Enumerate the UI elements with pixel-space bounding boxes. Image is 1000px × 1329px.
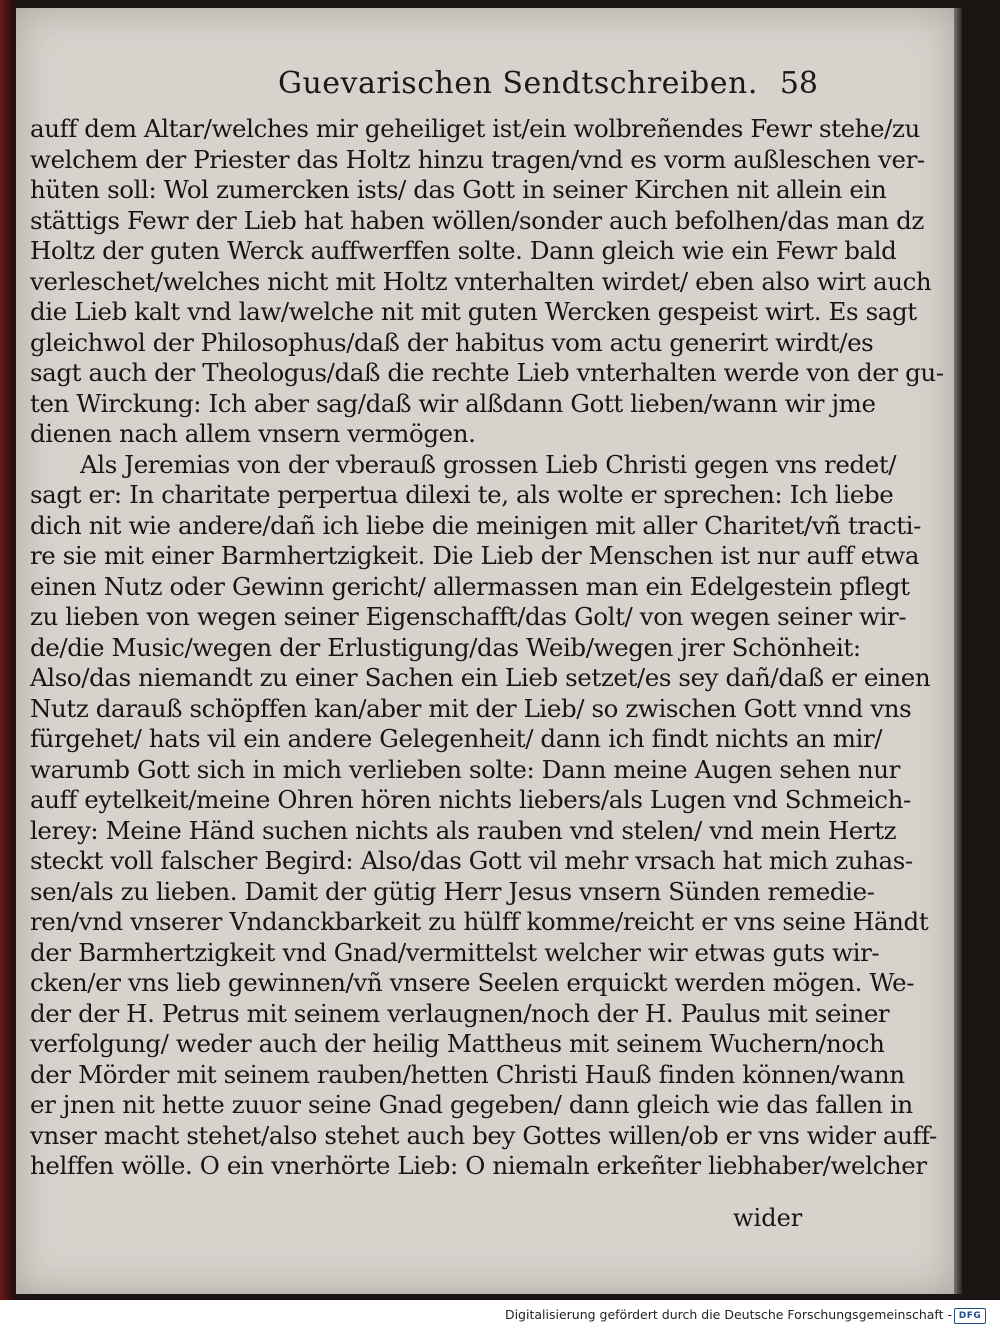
text-line: Holtz der guten Werck auffwerffen solte. Dann gleich wie ein Fewr bald xyxy=(30,236,897,265)
text-line: stättigs Fewr der Lieb hat haben wöllen/sonder auch befolhen/das man dz xyxy=(30,205,924,235)
text-line: verfolgung/ weder auch der heilig Mattheus mit seinem Wuchern/noch xyxy=(30,1029,885,1058)
page-edge-shadow xyxy=(954,8,962,1294)
text-line: warumb Gott sich in mich verlieben solte: Dann meine Augen sehen nur xyxy=(30,754,900,784)
text-line: zu lieben von wegen seiner Eigenschafft/das Golt/ von wegen seiner wir- xyxy=(30,602,907,631)
text-line: sagt er: In charitate perpertua dilexi te, als wolte er sprechen: Ich liebe xyxy=(30,480,894,509)
catchword: wider xyxy=(733,1204,803,1232)
text-line: sagt auch der Theologus/daß die rechte Lieb vnterhalten werde von der gu- xyxy=(30,358,944,387)
text-line: de/die Music/wegen der Erlustigung/das Weib/wegen jrer Schönheit: xyxy=(30,632,861,662)
text-line: welchem der Priester das Holtz hinzu tragen/vnd es vorm außleschen ver- xyxy=(30,144,925,174)
text-line: cken/er vns lieb gewinnen/vñ vnsere Seelen erquickt werden mögen. We- xyxy=(30,968,915,997)
text-line: Als Jeremias von der vberauß grossen Lieb Christi gegen vns redet/ xyxy=(80,449,897,479)
text-line: steckt voll falscher Begird: Also/das Gott vil mehr vrsach hat mich zuhas- xyxy=(30,846,913,875)
text-line: verleschet/welches nicht mit Holtz vnterhalten wirdet/ eben also wirt auch xyxy=(30,266,932,296)
text-line: re sie mit einer Barmhertzigkeit. Die Lieb der Menschen ist nur auff etwa xyxy=(30,541,920,570)
text-line: lerey: Meine Händ suchen nichts als rauben vnd stelen/ vnd mein Hertz xyxy=(30,815,897,845)
text-line: die Lieb kalt vnd law/welche nit mit guten Wercken gespeist wirt. Es sagt xyxy=(30,297,917,326)
text-line: gleichwol der Philosophus/daß der habitus vom actu generirt wirdt/es xyxy=(30,327,874,357)
text-line: sen/als zu lieben. Damit der gütig Herr Jesus vnsern Sünden remedie- xyxy=(30,876,875,906)
text-line: helffen wölle. O ein vnerhörte Lieb: O niemaln erkeñter liebhaber/welcher xyxy=(30,1151,927,1180)
text-line: vnser macht stehet/also stehet auch bey Gottes willen/ob er vns wider auff- xyxy=(30,1120,937,1150)
footer-bar xyxy=(0,1300,1000,1329)
text-line: einen Nutz oder Gewinn gericht/ allermassen man ein Edelgestein pflegt xyxy=(30,571,910,601)
text-line: auff dem Altar/welches mir geheiliget ist/ein wolbreñendes Fewr stehe/zu xyxy=(30,114,920,143)
text-line: der Barmhertzigkeit vnd Gnad/vermittelst welcher wir etwas guts wir- xyxy=(30,937,880,967)
text-line: Also/das niemandt zu einer Sachen ein Lieb setzet/es sey dañ/daß er einen xyxy=(30,663,931,692)
body-text xyxy=(30,114,944,1182)
text-line: der der H. Petrus mit seinem verlaugnen/noch der H. Paulus mit seiner xyxy=(30,998,890,1028)
text-line: ren/vnd vnserer Vndanckbarkeit zu hülff komme/reicht er vns seine Händt xyxy=(30,907,929,936)
page-header xyxy=(278,66,818,106)
text-line: auff eytelkeit/meine Ohren hören nichts liebers/als Lugen vnd Schmeich- xyxy=(30,785,911,814)
text-line: er jnen nit hette zuuor seine Gnad gegeben/ dann gleich wie das fallen in xyxy=(30,1090,913,1119)
text-line: hüten soll: Wol zumercken ists/ das Gott in seiner Kirchen nit allein ein xyxy=(30,175,887,204)
book-page xyxy=(16,8,954,1294)
footer-credit: Digitalisierung gefördert durch die Deutsche Forschungsgemeinschaft - xyxy=(504,1307,952,1322)
text-line: dich nit wie andere/dañ ich liebe die meinigen mit aller Charitet/vñ tracti- xyxy=(30,510,921,540)
running-head: Guevarischen Sendtschreiben. xyxy=(278,66,758,101)
text-line: fürgehet/ hats vil ein andere Gelegenheit/ dann ich findt nichts an mir/ xyxy=(30,724,883,753)
text-line: Nutz darauß schöpffen kan/aber mit der Lieb/ so zwischen Gott vnnd vns xyxy=(30,693,912,723)
text-line: der Mörder mit seinem rauben/hetten Christi Hauß finden können/wann xyxy=(30,1059,905,1089)
text-line: dienen nach allem vnsern vermögen. xyxy=(30,419,476,448)
page-number: 58 xyxy=(779,66,818,101)
dfg-logo: DFG xyxy=(954,1308,986,1324)
text-line: ten Wirckung: Ich aber sag/daß wir alßdann Gott lieben/wann wir jme xyxy=(30,388,876,418)
